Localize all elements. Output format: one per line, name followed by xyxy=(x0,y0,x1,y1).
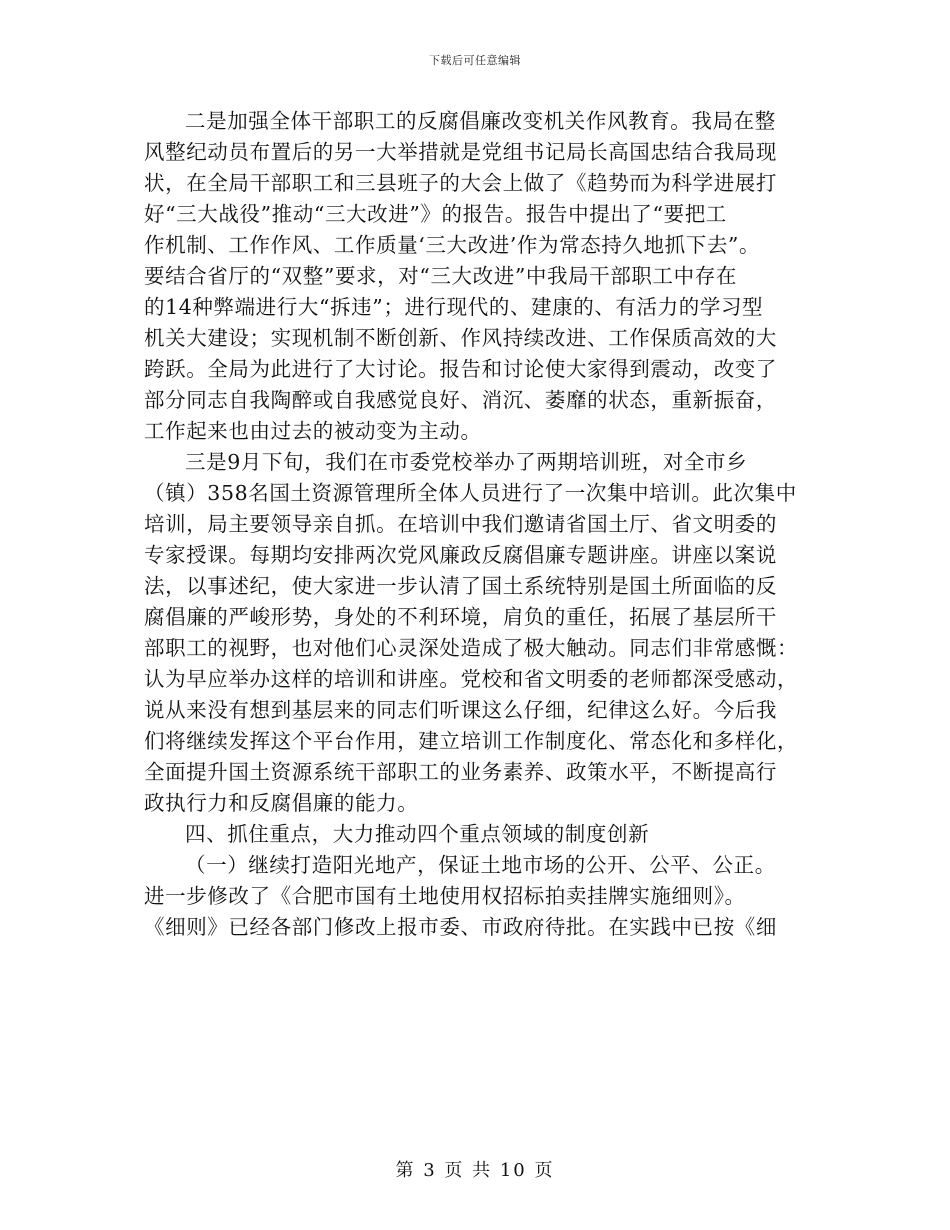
text-line: （镇）358名国土资源管理所全体人员进行了一次集中培训。此次集中 xyxy=(144,481,797,505)
text-line: 要结合省厅的“双整”要求，对“三大改进”中我局干部职工中存在 xyxy=(144,264,737,288)
paragraph-anti-corruption-education xyxy=(144,106,804,447)
text-line: 作机制、工作作风、工作质量‘三大改进’作为常态持久地抓下去”。 xyxy=(144,233,761,257)
text-line: 们将继续发挥这个平台作用，建立培训工作制度化、常态化和多样化， xyxy=(144,729,799,753)
paragraph-sunshine-real-estate xyxy=(144,850,804,943)
text-line: 部职工的视野，也对他们心灵深处造成了极大触动。同志们非常感慨： xyxy=(144,636,799,660)
text-line: 法，以事述纪，使大家进一步认清了国土系统特别是国土所面临的反 xyxy=(144,574,777,598)
paragraph-training-sessions xyxy=(144,447,804,819)
text-line: 培训，局主要领导亲自抓。在培训中我们邀请省国土厅、省文明委的 xyxy=(144,512,777,536)
text-line: 工作起来也由过去的被动变为主动。 xyxy=(144,419,482,443)
text-line: 好“三大战役”推动“三大改进”》的报告。报告中提出了“要把工 xyxy=(144,202,727,226)
text-line: 认为早应举办这样的培训和讲座。党校和省文明委的老师都深受感动， xyxy=(144,667,799,691)
text-line: 机关大建设；实现机制不断创新、作风持续改进、工作保质高效的大 xyxy=(144,326,777,350)
text-line: 的14种弊端进行大“拆违”；进行现代的、建康的、有活力的学习型 xyxy=(144,295,764,319)
text-line: 进一步修改了《合肥市国有土地使用权招标拍卖挂牌实施细则》。 xyxy=(144,884,746,908)
text-line: 政执行力和反腐倡廉的能力。 xyxy=(144,791,419,815)
text-line: 状，在全局干部职工和三县班子的大会上做了《趋势而为科学进展打 xyxy=(144,171,777,195)
text-line: 专家授课。每期均安排两次党风廉政反腐倡廉专题讲座。讲座以案说 xyxy=(144,543,777,567)
document-body xyxy=(144,106,804,943)
text-line: 四、抓住重点，大力推动四个重点领域的制度创新 xyxy=(185,822,650,846)
text-line: （一）继续打造阳光地产，保证土地市场的公开、公平、公正。 xyxy=(185,853,776,877)
text-line: 三是9月下旬，我们在市委党校举办了两期培训班，对全市乡 xyxy=(185,450,748,474)
text-line: 部分同志自我陶醉或自我感觉良好、消沉、萎靡的状态，重新振奋， xyxy=(144,388,777,412)
text-line: 跨跃。全局为此进行了大讨论。报告和讨论使大家得到震动，改变了 xyxy=(144,357,777,381)
text-line: 全面提升国土资源系统干部职工的业务素养、政策水平，不断提高行 xyxy=(144,760,777,784)
text-line: 腐倡廉的严峻形势，身处的不利环境，肩负的重任，拓展了基层所干 xyxy=(144,605,777,629)
text-line: 《细则》已经各部门修改上报市委、市政府待批。在实践中已按《细 xyxy=(144,915,777,939)
section-heading-institutional-innovation xyxy=(144,819,804,850)
text-line: 二是加强全体干部职工的反腐倡廉改变机关作风教育。我局在整 xyxy=(185,109,776,133)
page-footer: 第 3 页 共 10 页 xyxy=(395,1160,555,1181)
page-header: 下载后可任意编辑 xyxy=(429,54,521,67)
text-line: 风整纪动员布置后的另一大举措就是党组书记局长高国忠结合我局现 xyxy=(144,140,777,164)
text-line: 说从来没有想到基层来的同志们听课这么仔细，纪律这么好。今后我 xyxy=(144,698,777,722)
